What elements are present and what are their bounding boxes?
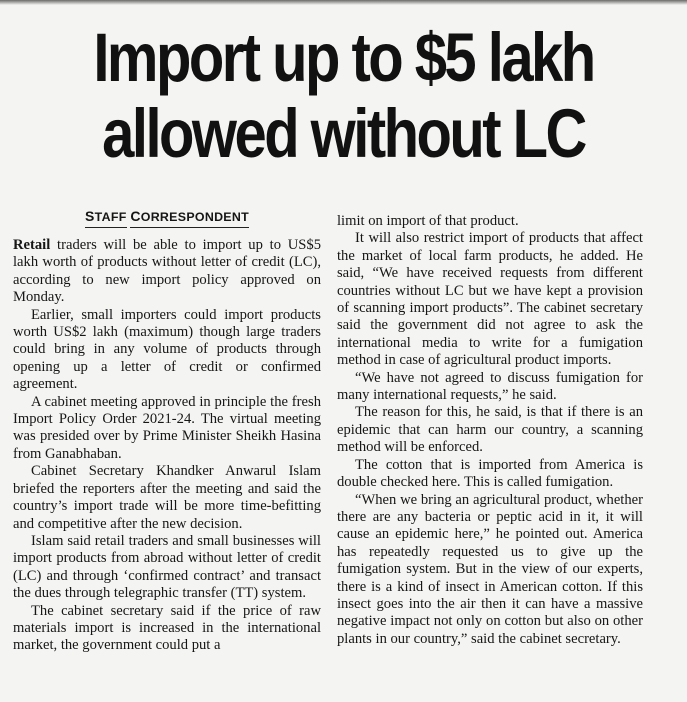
paragraph: A cabinet meeting approved in principle the fresh Import Policy Order 2021-24. The virtual meeting was presided over by Prime Minister Sheikh Hasina from Ganabhaban. xyxy=(13,393,321,462)
article-column-right xyxy=(337,213,643,648)
byline-word-staff: STAFF xyxy=(85,207,127,228)
paragraph: Islam said retail traders and small businesses will import products from abroad without letter of credit (LC) and through ‘confirmed contract’ and transact the dues through telegraphic transfer (TT) system. xyxy=(13,532,321,602)
paragraph: Earlier, small importers could import products worth US$2 lakh (maximum) though large traders could bring in any volume of products through opening up a letter of credit or confirmed agreement. xyxy=(13,306,321,393)
byline-word-correspondent: CORRESPONDENT xyxy=(130,207,249,228)
paragraph: The reason for this, he said, is that if there is an epidemic that can harm our country, a scanning method will be enforced. xyxy=(337,404,643,456)
byline xyxy=(13,207,321,228)
paragraph-continued: limit on import of that product. xyxy=(337,213,519,229)
paragraph: The cabinet secretary said if the price of raw materials import is increased in the international market, the government could put a xyxy=(13,602,321,654)
article-column-left xyxy=(13,207,321,655)
paragraph: “We have not agreed to discuss fumigation for many international requests,” he said. xyxy=(337,369,643,404)
paragraph: “When we bring an agricultural product, whether there are any bacteria or peptic acid in it, it will cause an epidemic here,” he pointed out. America has repeatedly requested us to give up the fumigation system. But in the view of our experts, there is a kind of insect in American cotton. If this insect goes into the air then it can have a massive negative impact not only on cotton but also on other plants in our country,” said the cabinet secretary. xyxy=(337,491,643,647)
paragraph-lead: Retail traders will be able to import up to US$5 lakh worth of products without letter of credit (LC), according to new import policy approved on Monday. xyxy=(13,237,321,306)
headline-line-1: Import up to $5 lakh xyxy=(93,19,594,96)
paragraph: It will also restrict import of products that affect the market of local farm products, he added. He said, “We have received requests from different countries without LC but we have kept a provision of scanning import products”. The cabinet secretary said the government did not agree to ask the international media to write for a fumigation method in case of agricultural product imports. xyxy=(337,230,643,369)
headline xyxy=(55,20,632,172)
lead-word: Retail xyxy=(13,237,51,253)
paragraph: The cotton that is imported from America is double checked here. This is called fumigation. xyxy=(337,456,643,491)
page-top-edge xyxy=(0,0,687,5)
headline-line-2: allowed without LC xyxy=(102,95,585,172)
paragraph: Cabinet Secretary Khandker Anwarul Islam briefed the reporters after the meeting and said the country’s import trade will be more time-befitting and competitive after the new decision. xyxy=(13,463,321,532)
